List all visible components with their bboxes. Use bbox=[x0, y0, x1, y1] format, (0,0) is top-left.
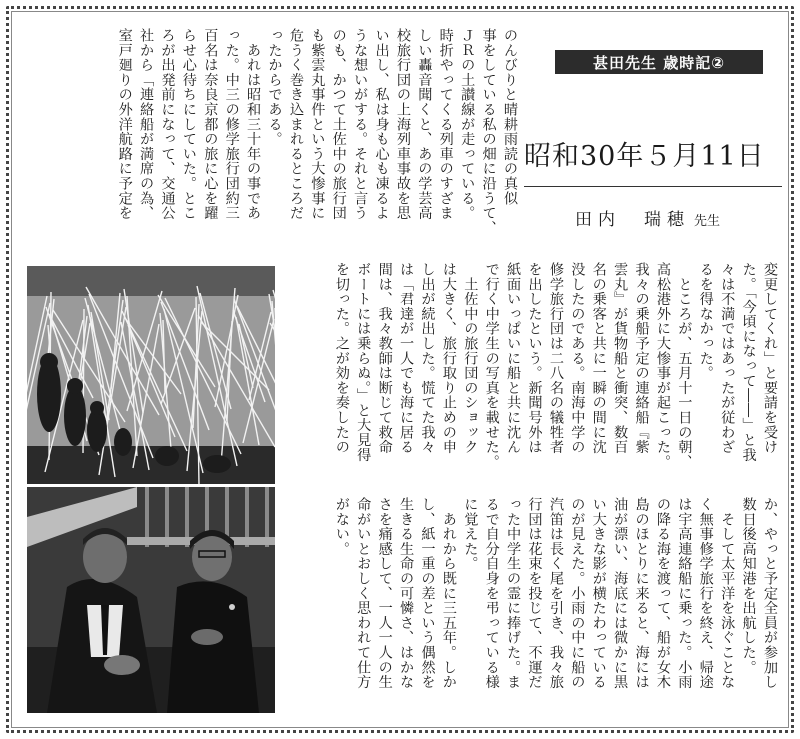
text-line: は大きく、旅行取り止めの申 bbox=[440, 262, 457, 455]
text-line: った。中三の修学旅行団約三 bbox=[223, 28, 240, 221]
text-line: うな想いがする。それと言う bbox=[352, 28, 369, 221]
text-line: しい轟音聞くと、あの学芸高 bbox=[416, 28, 433, 221]
text-line: がない。 bbox=[333, 497, 350, 557]
text-line: のんびりと晴耕雨読の真似 bbox=[502, 28, 518, 206]
text-line: 修学旅行団は二八名の犠牲者 bbox=[547, 262, 564, 455]
text-line: 時折やってくる列車のすざま bbox=[437, 28, 454, 221]
headline-underline bbox=[524, 186, 782, 187]
series-title: 甚田先生 歳時記② bbox=[555, 50, 763, 74]
text-line: を出したという。新聞号外は bbox=[526, 262, 543, 455]
text-line: さを痛感して、一人一人の生 bbox=[376, 497, 393, 690]
text-line: 事をしている私の畑に沿うて、 bbox=[480, 28, 497, 236]
text-line: るを得なかった。 bbox=[697, 262, 714, 381]
text-line: 生きる生命の可憐さ、はかな bbox=[398, 497, 415, 690]
text-line: ところが、五月十一日の朝、 bbox=[676, 262, 693, 470]
text-line: 行団は花束を投じて、不運だ bbox=[526, 497, 543, 690]
text-line: ろが出発前になって、交通公 bbox=[159, 28, 176, 221]
text-line: 土佐中の旅行団のショック bbox=[462, 262, 479, 455]
text-line: 名の乗客と共に一瞬の間に沈 bbox=[590, 262, 607, 455]
text-line: 島のほとりに来ると、海には bbox=[633, 497, 650, 690]
text-line: 数日後高知港を出航した。 bbox=[740, 497, 757, 675]
text-line: で行く中学生の写真を載せた。 bbox=[483, 262, 500, 470]
bottom-text-block bbox=[290, 497, 780, 729]
text-line: るで自分自身を弔っている様 bbox=[483, 497, 500, 690]
text-line: 紙面いっぱいに船と共に沈ん bbox=[505, 262, 522, 455]
text-line: く無事修学旅行を終え、帰途 bbox=[697, 497, 714, 690]
text-line: か、やっと予定全員が参加し bbox=[762, 497, 778, 690]
text-line: あれから既に三五年。しか bbox=[440, 497, 457, 690]
text-line: 校旅行団の上海列車事故を思 bbox=[394, 28, 411, 221]
text-line: を切った。之が効を奏したの bbox=[333, 262, 350, 455]
text-line: あれは昭和三十年の事であ bbox=[245, 28, 262, 221]
text-line: 々は不満ではあったが従わざ bbox=[719, 262, 736, 455]
text-line: った中学生の霊に捧げた。ま bbox=[505, 497, 522, 690]
text-line: そして太平洋を泳ぐことな bbox=[719, 497, 736, 690]
text-line: 雲丸』が貨物船と衝突、数百 bbox=[612, 262, 629, 455]
text-line: い出し、私は身も心も凍るよ bbox=[373, 28, 390, 221]
text-line: 我々の乗船予定の連絡船『紫 bbox=[633, 262, 650, 455]
text-line: 油が漂い、海底には微かに黒 bbox=[612, 497, 629, 690]
text-line: い大きな影が横たわっている bbox=[590, 497, 607, 690]
author-name: 田内 瑞穂 bbox=[575, 210, 690, 230]
photo-author-couple bbox=[27, 487, 275, 713]
text-line: らせ心待ちにしていた。とこ bbox=[180, 28, 197, 221]
text-line: し、紙一重の差という偶然を bbox=[419, 497, 436, 690]
text-line: は宇高連絡船に乗った。小雨 bbox=[676, 497, 693, 690]
text-line: 間は、我々教師は断じて救命 bbox=[376, 262, 393, 455]
text-line: ったからである。 bbox=[266, 28, 283, 147]
text-line: 命がいとおしく思われて仕方 bbox=[355, 497, 372, 690]
text-line: 汽笛は長く尾を引き、我々旅 bbox=[547, 497, 564, 690]
headline-date: 昭和30年５月11日 bbox=[524, 141, 765, 172]
text-line: の降る海を渡って、船が女木 bbox=[654, 497, 671, 690]
text-line: のも、かつて土佐中の旅行団 bbox=[330, 28, 347, 221]
text-line: のが見えた。小雨の中に船の bbox=[569, 497, 586, 690]
text-line: は「君達が一人でも海に居る bbox=[398, 262, 415, 455]
text-line: し出が続出した。慌てた我々 bbox=[419, 262, 436, 455]
text-line: 高松港外に大惨事が起こった。 bbox=[654, 262, 671, 470]
text-line: も紫雲丸事件という大惨事に bbox=[309, 28, 326, 221]
upper-left-text-block bbox=[50, 28, 520, 260]
text-line: 危うく巻き込まれるところだ bbox=[287, 28, 304, 221]
text-line: ＪＲの土讃線が走っている。 bbox=[459, 28, 476, 221]
text-line: 没したのである。南海中学の bbox=[569, 262, 586, 455]
author-title: 先生 bbox=[694, 214, 721, 229]
lower-right-text-block bbox=[290, 262, 780, 494]
text-line: た。「今頃になって――」と我 bbox=[740, 262, 757, 463]
text-line: ボートには乗らぬ。」と大見得 bbox=[355, 262, 372, 463]
text-line: 社から「連絡船が満席の為、 bbox=[138, 28, 155, 221]
photo-ship-departure bbox=[27, 266, 275, 484]
text-line: 室戸廻りの外洋航路に予定を bbox=[116, 28, 133, 221]
text-line: 百名は奈良京都の旅に心を躍 bbox=[202, 28, 219, 221]
text-line: に覚えた。 bbox=[462, 497, 479, 571]
author-byline bbox=[575, 205, 775, 231]
text-line: 変更してくれ」と要請を受け bbox=[762, 262, 778, 455]
